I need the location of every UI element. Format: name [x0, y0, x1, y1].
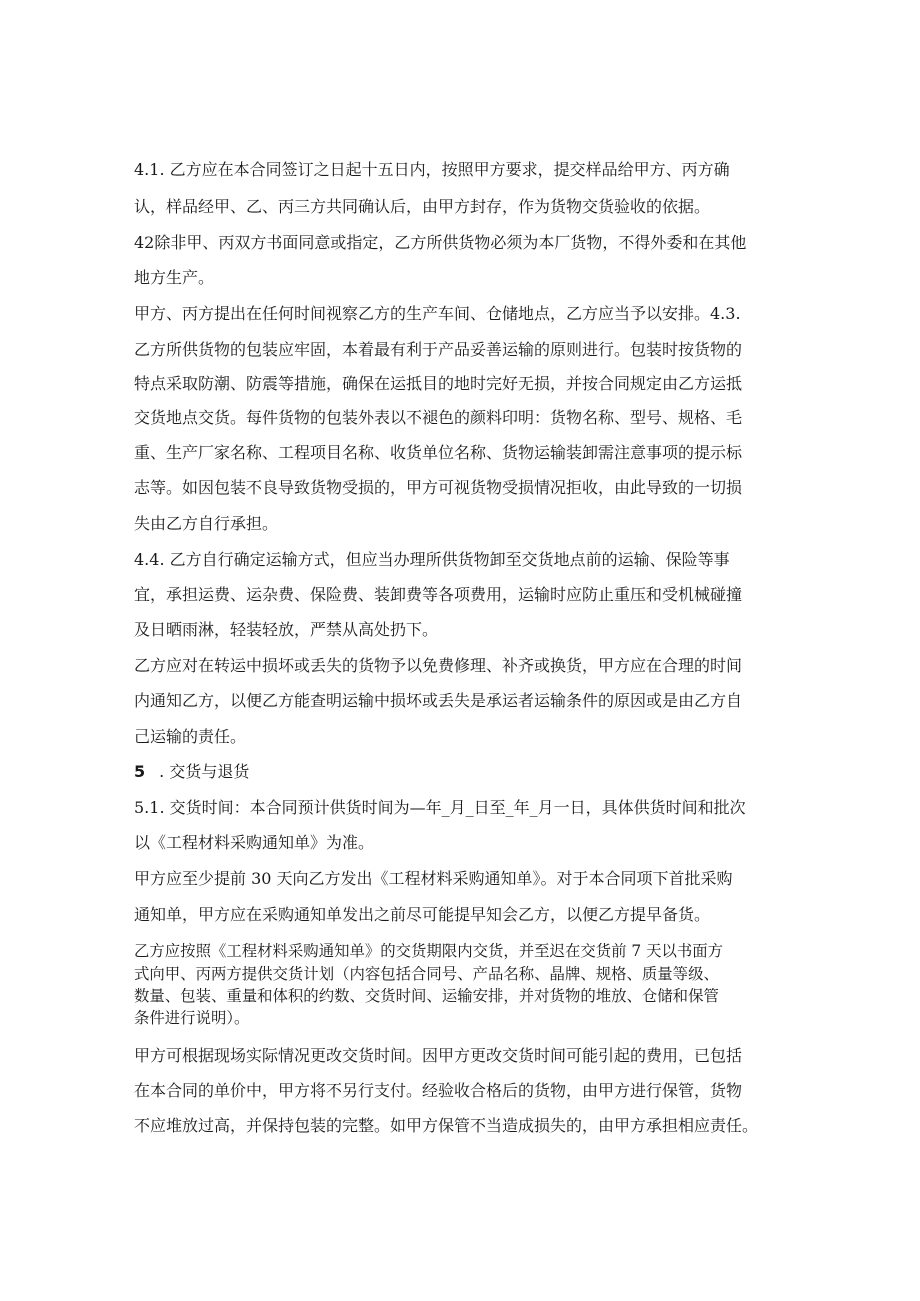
paragraph-4-2-line-2: 地方生产。	[134, 268, 215, 287]
paragraph-4-2-line-1: 42除非甲、丙双方书面同意或指定，乙方所供货物必须为本厂货物，不得外委和在其他	[134, 233, 747, 252]
paragraph-4-3-line-1: 甲方、丙方提出在任何时间视察乙方的生产车间、仓储地点，乙方应当予以安排。4.3.	[134, 304, 741, 323]
paragraph-5-1-line-2: 以《工程材料采购通知单》为准。	[134, 833, 375, 852]
paragraph-notice-line-1: 甲方应至少提前 30 天向乙方发出《工程材料采购通知单》。对于本合同项下首批采购	[134, 869, 733, 888]
paragraph-4-4-line-1: 4.4. 乙方自行确定运输方式，但应当办理所供货物卸至交货地点前的运输、保险等事	[134, 550, 730, 569]
paragraph-4-3-line-6: 志等。如因包装不良导致货物受损的，甲方可视货物受损情况拒收，由此导致的一切损	[134, 478, 743, 497]
paragraph-change-line-3: 不应堆放过高，并保持包装的完整。如甲方保管不当造成损失的，由甲方承担相应责任。	[134, 1116, 759, 1135]
paragraph-4-3-line-4: 交货地点交货。每件货物的包装外表以不褪色的颜料印明：货物名称、型号、规格、毛	[134, 408, 743, 427]
section-5-title: . 交货与退货	[159, 762, 250, 781]
paragraph-plan-line-1: 乙方应按照《工程材料采购通知单》的交货期限内交货，并至迟在交货前 7 天以书面方	[134, 942, 724, 960]
paragraph-4-4-line-2: 宜，承担运费、运杂费、保险费、装卸费等各项费用，运输时应防止重压和受机械碰撞	[134, 585, 743, 604]
paragraph-4-4-line-3: 及日晒雨淋，轻装轻放，严禁从高处扔下。	[134, 620, 439, 639]
paragraph-change-line-1: 甲方可根据现场实际情况更改交货时间。因甲方更改交货时间可能引起的费用，已包括	[134, 1046, 743, 1065]
paragraph-plan-line-4: 条件进行说明）。	[134, 1009, 250, 1027]
section-5-number: 5	[134, 762, 146, 781]
paragraph-4-3-line-3: 特点采取防潮、防震等措施，确保在运抵目的地时完好无损，并按合同规定由乙方运抵	[134, 374, 743, 393]
paragraph-5-1-line-1: 5.1. 交货时间：本合同预计供货时间为—年_月_日至_年_月一日，具体供货时间和批次	[134, 798, 746, 817]
paragraph-change-line-2: 在本合同的单价中，甲方将不另行支付。经验收合格后的货物，由甲方进行保管，货物	[134, 1081, 743, 1100]
paragraph-plan-line-3: 数量、包装、重量和体积的约数、交货时间、运输安排，并对货物的堆放、仓储和保管	[134, 987, 719, 1005]
paragraph-4-3-line-2: 乙方所供货物的包装应牢固，本着最有利于产品妥善运输的原则进行。包装时按货物的	[134, 340, 743, 359]
paragraph-4-1-line-1: 4.1. 乙方应在本合同签订之日起十五日内，按照甲方要求，提交样品给甲方、丙方确	[134, 160, 730, 179]
paragraph-damage-line-2: 内通知乙方，以便乙方能查明运输中损坏或丢失是承运者运输条件的原因或是由乙方自	[134, 691, 743, 710]
paragraph-4-1-line-2: 认，样品经甲、乙、丙三方共同确认后，由甲方封存，作为货物交货验收的依据。	[134, 197, 711, 216]
paragraph-notice-line-2: 通知单，甲方应在采购通知单发出之前尽可能提早知会乙方，以便乙方提早备货。	[134, 905, 711, 924]
paragraph-damage-line-1: 乙方应对在转运中损坏或丢失的货物予以免费修理、补齐或换货，甲方应在合理的时间	[134, 656, 743, 675]
paragraph-damage-line-3: 己运输的责任。	[134, 727, 247, 746]
paragraph-4-3-line-5: 重、生产厂家名称、工程项目名称、收货单位名称、货物运输装卸需注意事项的提示标	[134, 443, 743, 462]
paragraph-plan-line-2: 式向甲、丙两方提供交货计划（内容包括合同号、产品名称、晶牌、规格、质量等级、	[134, 965, 719, 983]
section-5-heading	[134, 762, 249, 782]
paragraph-4-3-line-7: 失由乙方自行承担。	[134, 514, 279, 533]
